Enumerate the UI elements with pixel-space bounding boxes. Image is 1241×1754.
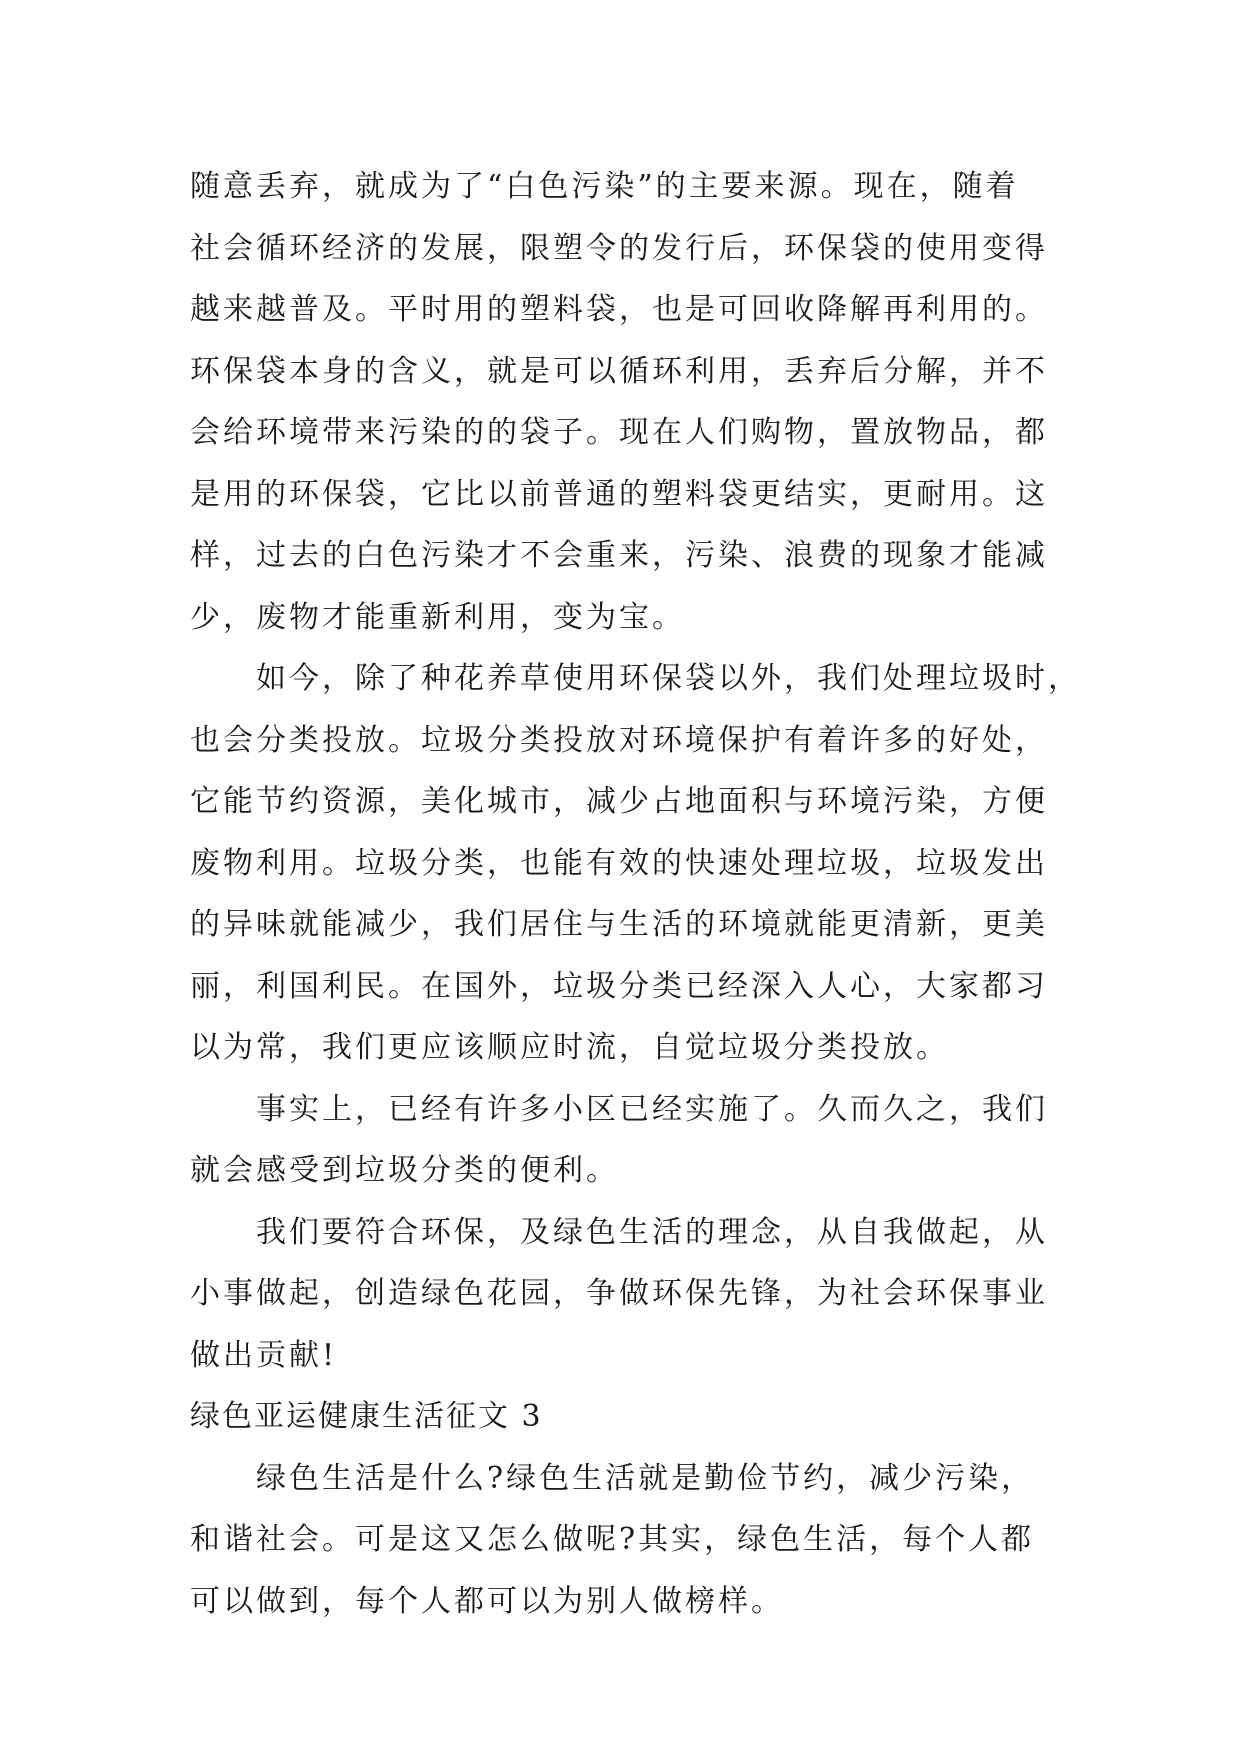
text-line: 以为常，我们更应该顺应时流，自觉垃圾分类投放。 bbox=[190, 1030, 949, 1065]
text-line: 可以做到，每个人都可以为别人做榜样。 bbox=[190, 1583, 784, 1619]
text-line: 越来越普及。平时用的塑料袋，也是可回收降解再利用的。 bbox=[190, 292, 1048, 327]
paragraph-first-line: 我们要符合环保，及绿色生活的理念，从自我做起，从 bbox=[256, 1214, 1048, 1250]
text-line: 就会感受到垃圾分类的便利。 bbox=[190, 1153, 619, 1188]
text-line: 随意丢弃，就成为了“白色污染”的主要来源。现在，随着 bbox=[190, 169, 1019, 204]
text-line: 和谐社会。可是这又怎么做呢?其实，绿色生活，每个人都 bbox=[190, 1522, 1035, 1557]
text-line: 社会循环经济的发展，限塑令的发行后，环保袋的使用变得 bbox=[190, 230, 1048, 266]
section-heading: 绿色亚运健康生活征文 3 bbox=[190, 1399, 543, 1434]
text-line: 少，废物才能重新利用，变为宝。 bbox=[190, 599, 685, 635]
text-line: 小事做起，创造绿色花园，争做环保先锋，为社会环保事业 bbox=[190, 1276, 1048, 1311]
text-line: 环保袋本身的含义，就是可以循环利用，丢弃后分解，并不 bbox=[190, 353, 1048, 389]
text-line: 废物利用。垃圾分类，也能有效的快速处理垃圾，垃圾发出 bbox=[190, 845, 1048, 881]
text-line: 的异味就能减少，我们居住与生活的环境就能更清新，更美 bbox=[190, 907, 1048, 942]
paragraph-first-line: 绿色生活是什么?绿色生活就是勤俭节约，减少污染， bbox=[256, 1460, 1035, 1496]
document-body bbox=[190, 156, 1090, 1632]
text-line: 会给环境带来污染的的袋子。现在人们购物，置放物品，都 bbox=[190, 415, 1048, 450]
paragraph-first-line: 如今，除了种花养草使用环保袋以外，我们处理垃圾时， bbox=[256, 661, 1081, 696]
text-line: 做出贡献! bbox=[190, 1337, 338, 1373]
text-line: 样，过去的白色污染才不会重来，污染、浪费的现象才能减 bbox=[190, 538, 1048, 573]
text-line: 也会分类投放。垃圾分类投放对环境保护有着许多的好处， bbox=[190, 722, 1048, 758]
text-line: 丽，利国利民。在国外，垃圾分类已经深入人心，大家都习 bbox=[190, 968, 1048, 1004]
text-line: 它能节约资源，美化城市，减少占地面积与环境污染，方便 bbox=[190, 784, 1048, 819]
paragraph-first-line: 事实上，已经有许多小区已经实施了。久而久之，我们 bbox=[256, 1091, 1048, 1127]
text-line: 是用的环保袋，它比以前普通的塑料袋更结实，更耐用。这 bbox=[190, 476, 1048, 512]
